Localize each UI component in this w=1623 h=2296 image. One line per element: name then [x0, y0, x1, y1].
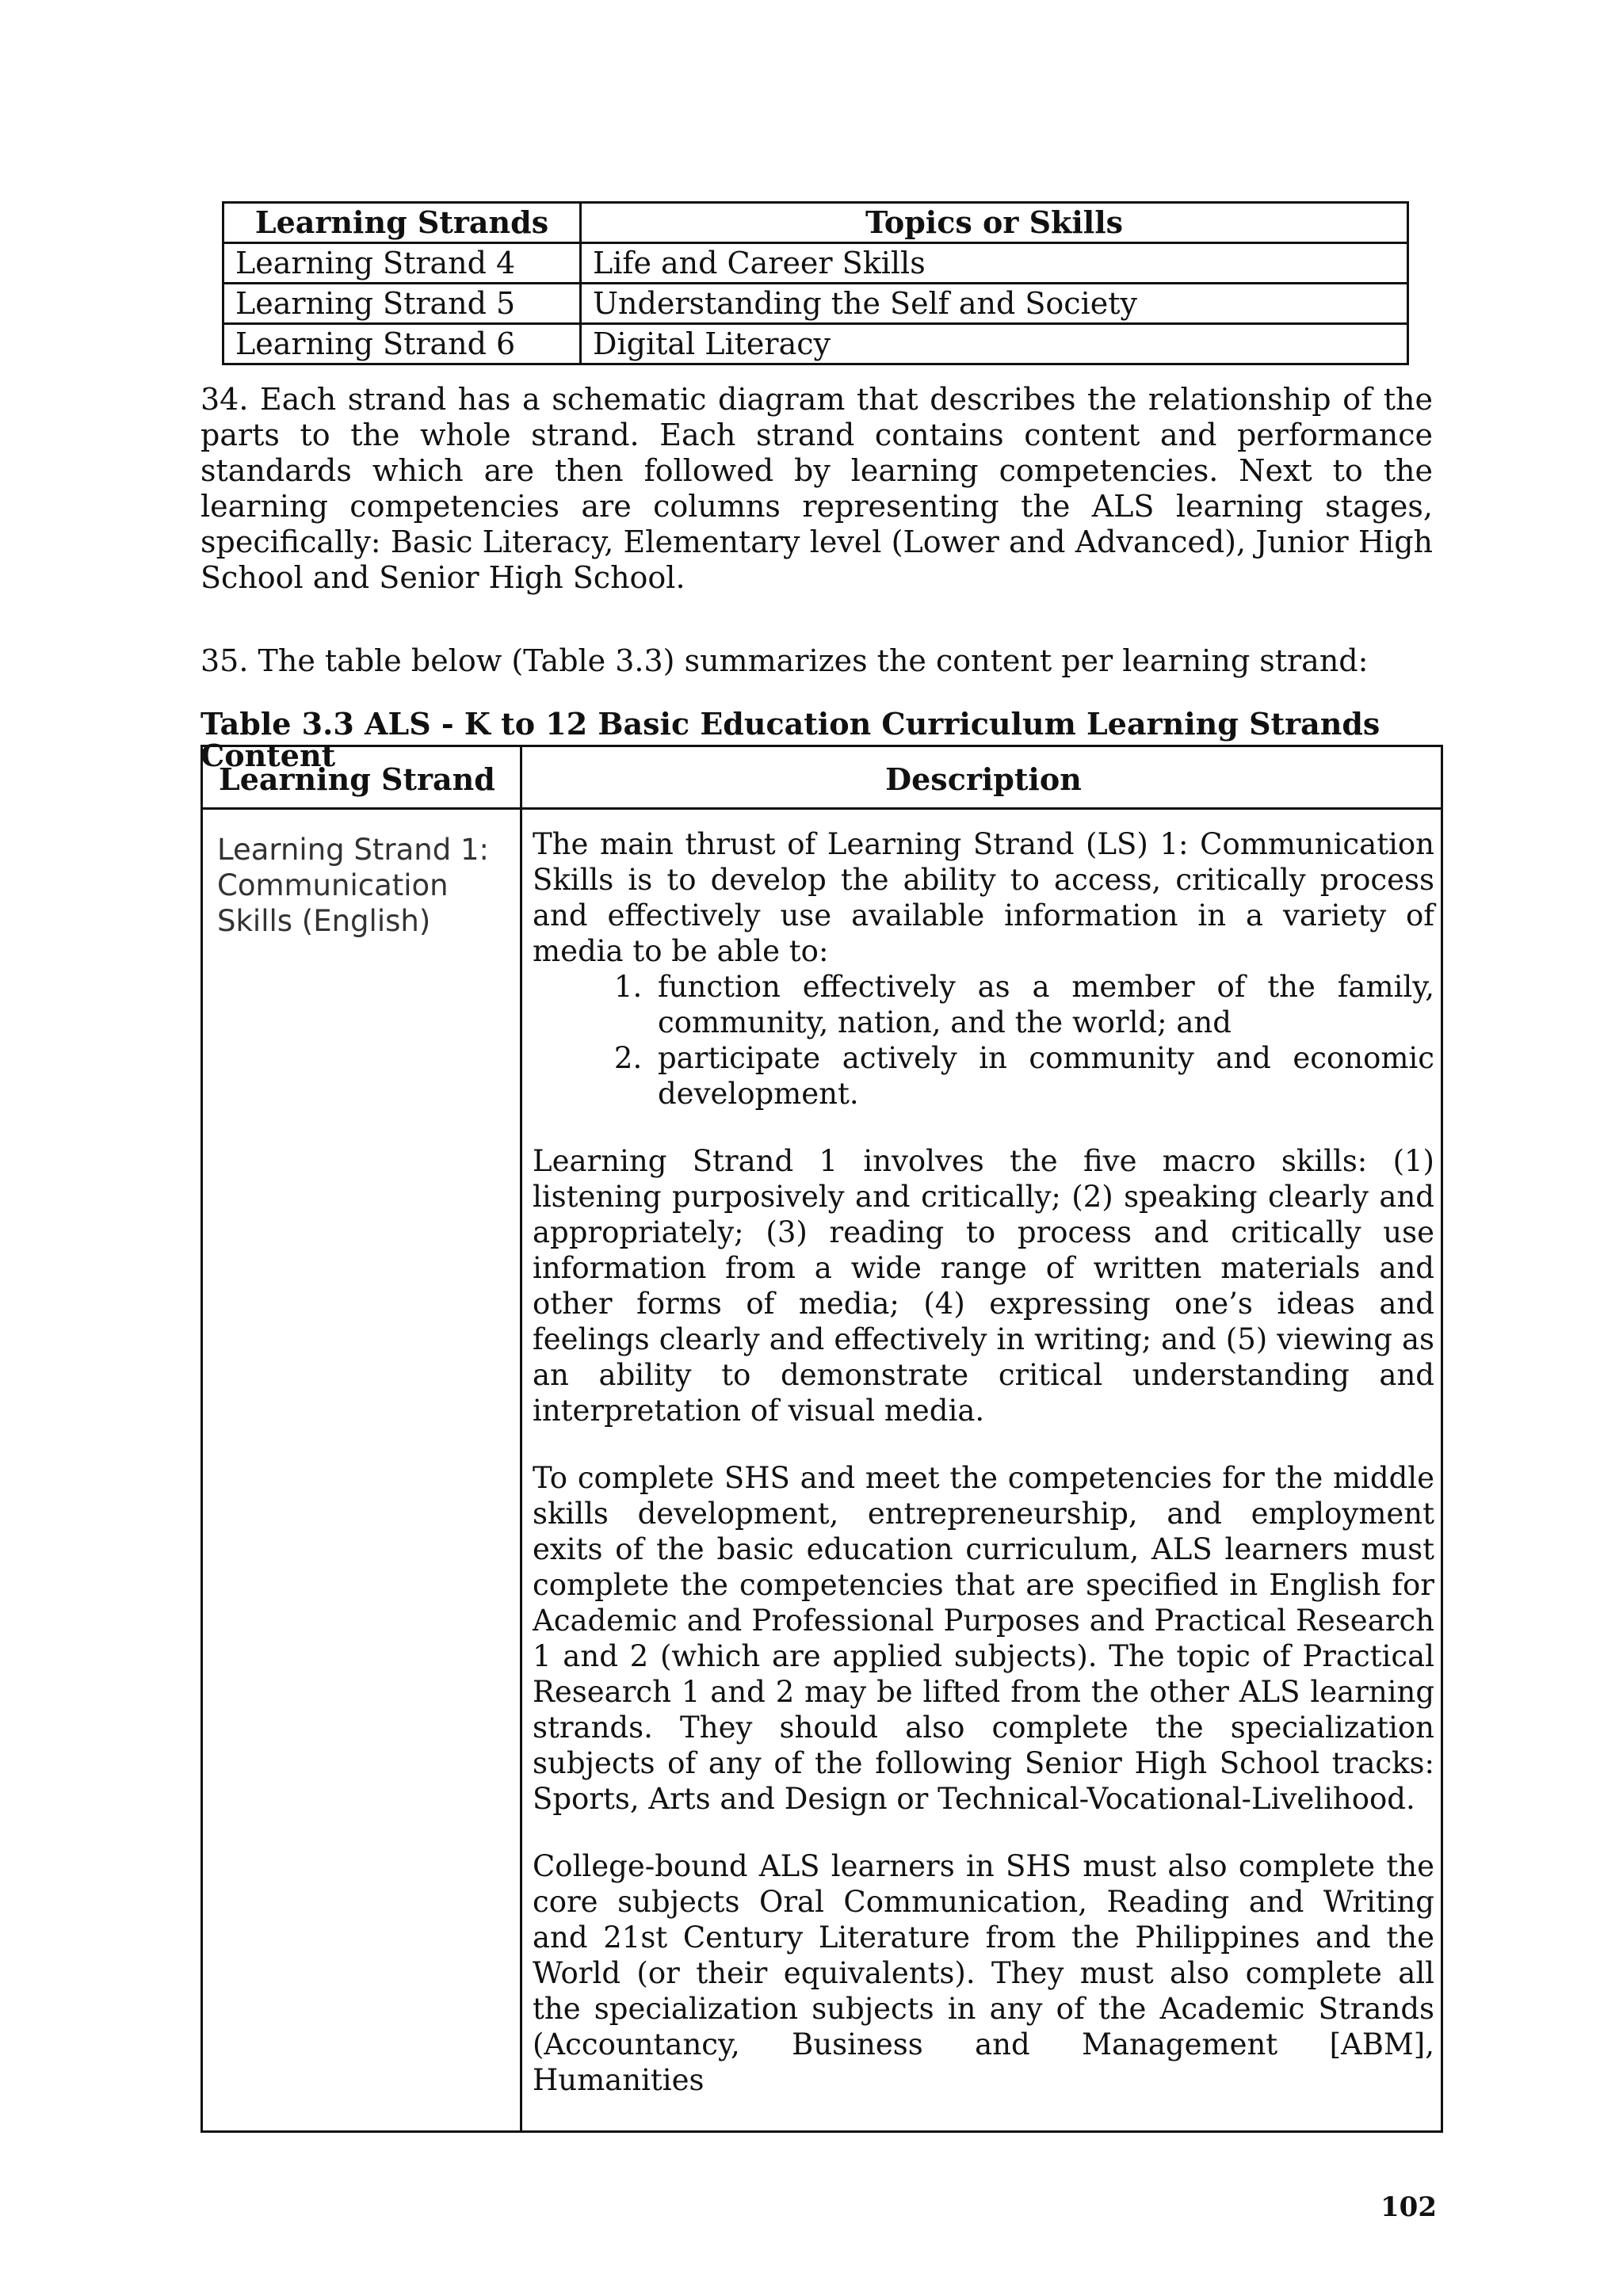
- table-cell: Digital Literacy: [581, 324, 1408, 364]
- description-intro: The main thrust of Learning Strand (LS) 1: Communication Skills is to develop the ability to access, critically process and effectively use available information in a variety of media to be able to:: [533, 827, 1434, 968]
- page-number: 102: [1381, 2191, 1437, 2223]
- learning-strands-content-table: [200, 745, 1443, 2133]
- header-divider: [203, 807, 1441, 810]
- description-paragraph: College-bound ALS learners in SHS must also complete the core subjects Oral Communication, Reading and Writing and 21st Century Literature from the Philippines and the World (or their equivalents). They must also complete all the specialization subjects in any of the Academic Strands (Accountancy, Business and Management [ABM], Humanities: [533, 1849, 1434, 2097]
- list-item: 1. function effectively as a member of the family, community, nation, and the world; and: [651, 969, 1434, 1040]
- description-cell: [533, 826, 1434, 2130]
- column-divider: [520, 747, 522, 2130]
- table-cell: Learning Strand 4: [223, 243, 581, 284]
- list-item: 2. participate actively in community and economic development.: [651, 1040, 1434, 1112]
- description-paragraph: To complete SHS and meet the competencies for the middle skills development, entrepreneurship, and employment exits of the basic education curriculum, ALS learners must complete the competencies that are specified in English for Academic and Professional Purposes and Practical Research 1 and 2 (which are applied subjects). The topic of Practical Research 1 and 2 may be lifted from the other ALS learning strands. They should also complete the specialization subjects of any of the following Senior High School tracks: Sports, Arts and Design or Technical-Vocational-Livelihood.: [533, 1461, 1434, 1816]
- description-paragraph: Learning Strand 1 involves the five macro skills: (1) listening purposively and critically; (2) speaking clearly and appropriately; (3) reading to process and critically use information from a wide range of written materials and other forms of media; (4) expressing one’s ideas and feelings clearly and effectively in writing; and (5) viewing as an ability to demonstrate critical understanding and interpretation of visual media.: [533, 1144, 1434, 1428]
- table-cell: Life and Career Skills: [581, 243, 1408, 284]
- paragraph-35: 35. The table below (Table 3.3) summarizes the content per learning strand:: [200, 643, 1369, 678]
- strand-name-cell: Learning Strand 1: Communication Skills (English): [217, 833, 489, 938]
- table-cell: Learning Strand 6: [223, 324, 581, 364]
- learning-strands-table: [222, 201, 1409, 365]
- header-topics-or-skills: Topics or Skills: [581, 203, 1408, 243]
- header-description: Description: [885, 761, 1082, 797]
- table-cell: Understanding the Self and Society: [581, 284, 1408, 324]
- table-row: [223, 284, 1408, 324]
- header-learning-strands: Learning Strands: [223, 203, 581, 243]
- table-caption: Table 3.3 ALS - K to 12 Basic Education Curriculum Learning Strands Content: [200, 706, 1381, 773]
- table-row: [223, 243, 1408, 284]
- description-list: [533, 969, 1434, 1112]
- table-cell: Learning Strand 5: [223, 284, 581, 324]
- table-row: [223, 324, 1408, 364]
- table-header-row: [223, 203, 1408, 243]
- paragraph-34: 34. Each strand has a schematic diagram that describes the relationship of the parts to the whole strand. Each strand contains content and performance standards which are then followed by learning competencies. Next to the learning competencies are columns representing the ALS learning stages, specifically: Basic Literacy, Elementary level (Lower and Advanced), Junior High School and Senior High School.: [200, 382, 1433, 595]
- header-learning-strand: Learning Strand: [219, 761, 495, 797]
